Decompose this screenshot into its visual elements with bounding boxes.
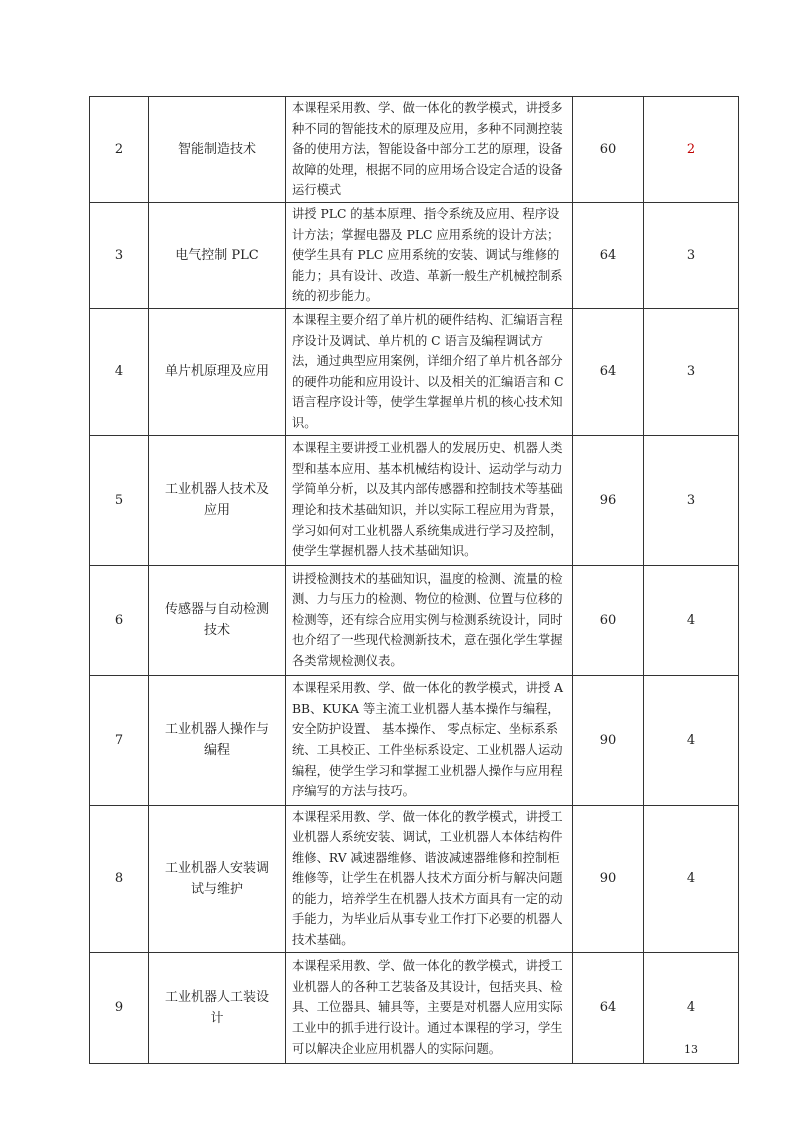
course-credits: 4 [644, 805, 739, 952]
table-row [90, 565, 739, 675]
course-hours: 64 [573, 202, 644, 308]
course-description: 讲授 PLC 的基本原理、指令系统及应用、程序设计方法；掌握电器及 PLC 应用系统的设计方法；使学生具有 PLC 应用系统的安装、调试与维修的能力；具有设计、改造、革新一般生产机械控制系统的初步能力。 [286, 202, 573, 308]
course-credits: 4 [644, 565, 739, 675]
course-description: 本课程采用教、学、做一体化的教学模式，讲授多种不同的智能技术的原理及应用，多种不同测控装备的使用方法，智能设备中部分工艺的原理，设备故障的处理，根据不同的应用场合设定合适的设备运行模式 [286, 97, 573, 203]
course-number: 8 [90, 805, 149, 952]
course-description: 讲授检测技术的基础知识，温度的检测、流量的检测、力与压力的检测、物位的检测、位置与位移的检测等，还有综合应用实例与检测系统设计，同时也介绍了一些现代检测新技术，意在强化学生掌握各类常规检测仪表。 [286, 565, 573, 675]
course-hours: 90 [573, 675, 644, 805]
course-description: 本课程采用教、学、做一体化的教学模式，讲授工业机器人的各种工艺装备及其设计，包括夹具、检具、工位器具、辅具等，主要是对机器人应用实际工业中的抓手进行设计。通过本课程的学习，学生可以解决企业应用机器人的实际问题。 [286, 952, 573, 1063]
course-hours: 96 [573, 435, 644, 565]
course-number: 9 [90, 952, 149, 1063]
course-description: 本课程采用教、学、做一体化的教学模式，讲授 ABB、KUKA 等主流工业机器人基本操作与编程， 安全防护设置、 基本操作、 零点标定、坐标系系统、工具校正、工件坐标系设定、工业机器人运动编程，使学生学习和掌握工业机器人操作与应用程序编写的方法与技巧。 [286, 675, 573, 805]
course-hours: 90 [573, 805, 644, 952]
course-name: 工业机器人工装设计 [149, 952, 286, 1063]
course-name: 电气控制 PLC [149, 202, 286, 308]
table-row [90, 952, 739, 1063]
course-description: 本课程主要讲授工业机器人的发展历史、机器人类型和基本应用、基本机械结构设计、运动学与动力学简单分析，以及其内部传感器和控制技术等基础理论和技术基础知识，并以实际工程应用为背景，学习如何对工业机器人系统集成进行学习及控制，使学生掌握机器人技术基础知识。 [286, 435, 573, 565]
course-credits: 4 [644, 952, 739, 1063]
course-name: 单片机原理及应用 [149, 308, 286, 435]
course-number: 5 [90, 435, 149, 565]
course-number: 4 [90, 308, 149, 435]
table-row [90, 308, 739, 435]
course-number: 2 [90, 97, 149, 203]
table-row [90, 805, 739, 952]
course-name: 智能制造技术 [149, 97, 286, 203]
table-row [90, 435, 739, 565]
course-name: 工业机器人操作与编程 [149, 675, 286, 805]
course-credits: 3 [644, 435, 739, 565]
course-name: 传感器与自动检测技术 [149, 565, 286, 675]
table-row [90, 675, 739, 805]
course-hours: 60 [573, 565, 644, 675]
course-name: 工业机器人技术及应用 [149, 435, 286, 565]
course-hours: 60 [573, 97, 644, 203]
course-description: 本课程主要介绍了单片机的硬件结构、汇编语言程序设计及调试、单片机的 C 语言及编程调试方法，通过典型应用案例，详细介绍了单片机各部分的硬件功能和应用设计、以及相关的汇编语言和 C 语言程序设计等，使学生掌握单片机的核心技术知识。 [286, 308, 573, 435]
course-credits: 2 [644, 97, 739, 203]
course-number: 6 [90, 565, 149, 675]
course-credits: 3 [644, 202, 739, 308]
course-credits: 3 [644, 308, 739, 435]
course-credits: 4 [644, 675, 739, 805]
page-number: 13 [684, 1043, 698, 1056]
table-row [90, 202, 739, 308]
table-row [90, 97, 739, 203]
course-name: 工业机器人安装调试与维护 [149, 805, 286, 952]
course-description: 本课程采用教、学、做一体化的教学模式，讲授工业机器人系统安装、调试，工业机器人本体结构件维修、RV 减速器维修、谐波减速器维修和控制柜维修等，让学生在机器人技术方面分析与解决问题的能力，培养学生在机器人技术方面具有一定的动手能力，为毕业后从事专业工作打下必要的机器人技术基础。 [286, 805, 573, 952]
course-number: 3 [90, 202, 149, 308]
course-hours: 64 [573, 308, 644, 435]
course-hours: 64 [573, 952, 644, 1063]
course-table [89, 96, 739, 1064]
course-number: 7 [90, 675, 149, 805]
